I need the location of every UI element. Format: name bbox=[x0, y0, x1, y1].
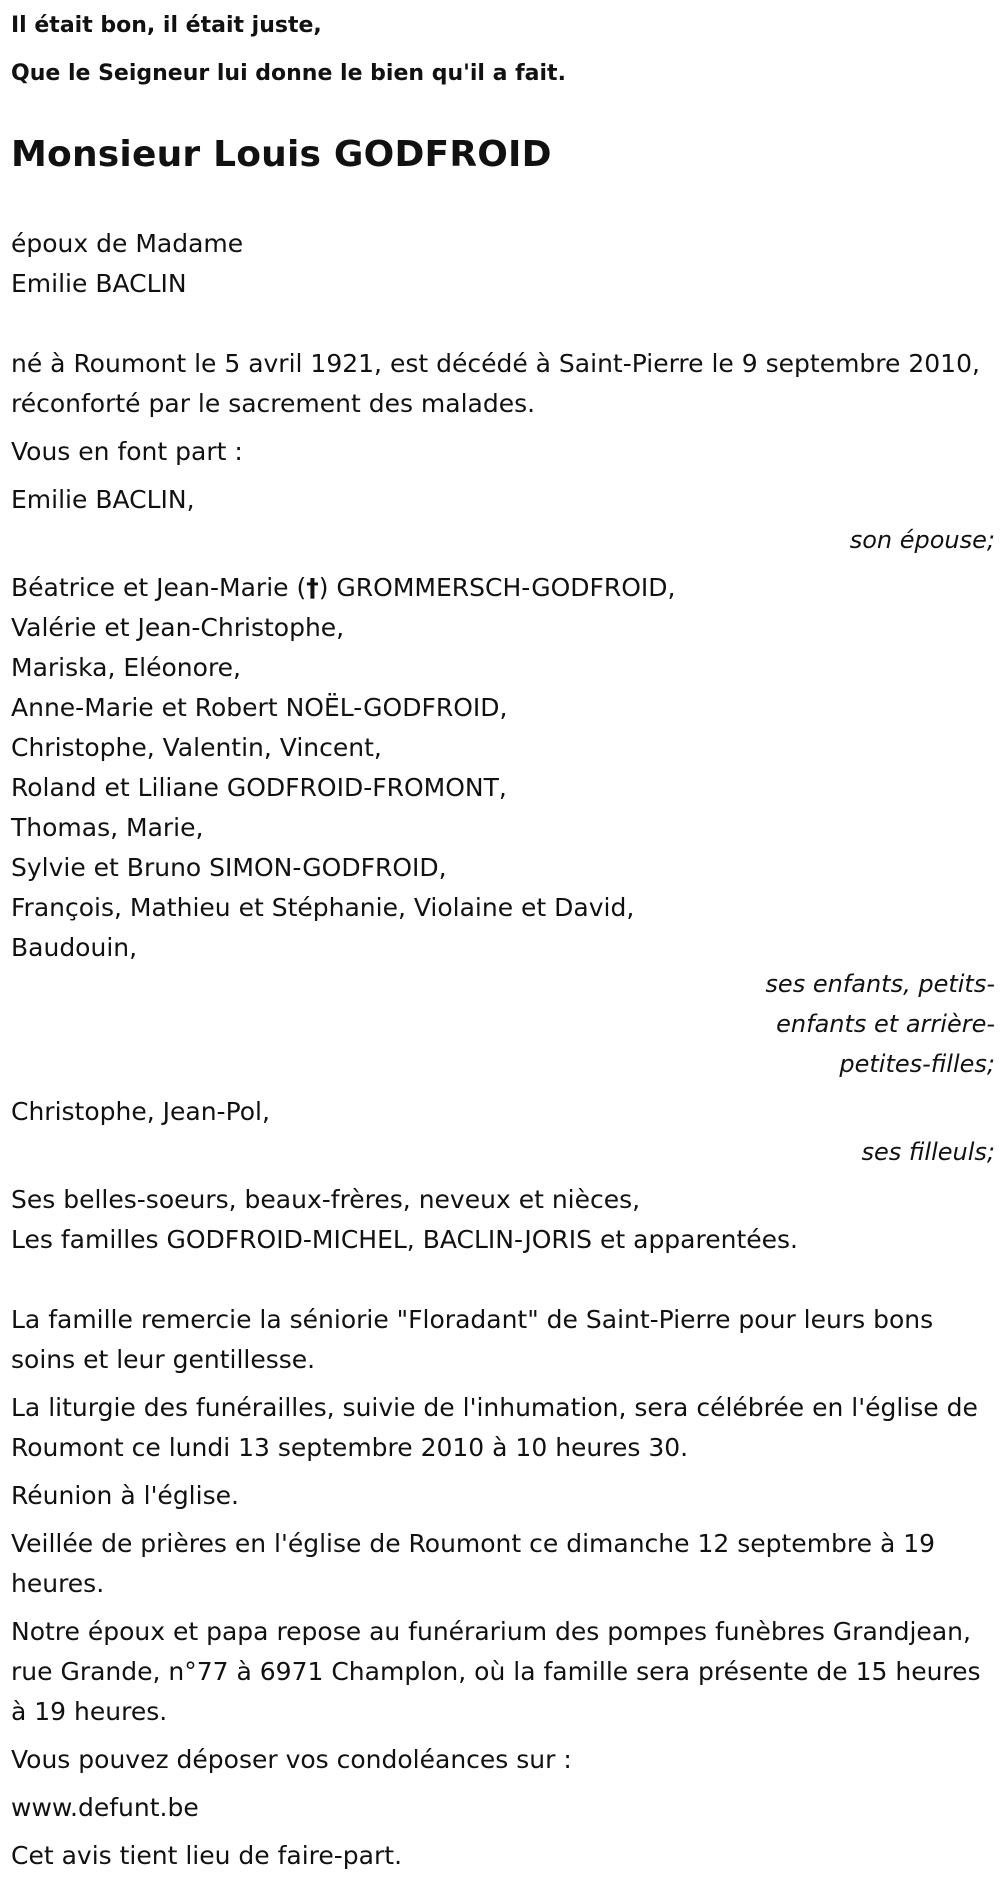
relatives-line-2: Les familles GODFROID-MICHEL, BACLIN-JORIS et apparentées. bbox=[11, 1225, 798, 1254]
notice-paragraph: Cet avis tient lieu de faire-part. bbox=[11, 1841, 403, 1870]
children-role-line: enfants et arrière- bbox=[776, 1010, 995, 1038]
vigil-paragraph: Veillée de prières en l'église de Roumont ce dimanche 12 septembre à 19 heures. bbox=[11, 1529, 936, 1598]
spouse-line-2: Emilie BACLIN bbox=[11, 269, 187, 298]
notice-body bbox=[11, 224, 995, 1884]
children-role-line: ses enfants, petits- bbox=[765, 970, 995, 998]
meeting-paragraph: Réunion à l'église. bbox=[11, 1481, 239, 1510]
family-line: Christophe, Valentin, Vincent, bbox=[11, 733, 382, 762]
family-line: Roland et Liliane GODFROID-FROMONT, bbox=[11, 773, 507, 802]
page-title: Monsieur Louis GODFROID bbox=[11, 134, 552, 175]
family-line bbox=[11, 568, 995, 608]
birth-death-statement: né à Roumont le 5 avril 1921, est décédé à Saint-Pierre le 9 septembre 2010, réconforté par le sacrement des malades. bbox=[11, 349, 980, 418]
children-role-line: petites-filles; bbox=[839, 1050, 995, 1078]
spouse-role: son épouse; bbox=[849, 526, 995, 554]
family-line: Baudouin, bbox=[11, 933, 138, 962]
godsons-names: Christophe, Jean-Pol, bbox=[11, 1097, 270, 1126]
family-line: Thomas, Marie, bbox=[11, 813, 204, 842]
thanks-paragraph: La famille remercie la séniorie "Floradant" de Saint-Pierre pour leurs bons soins et leur gentillesse. bbox=[11, 1305, 934, 1374]
cross-icon: † bbox=[306, 573, 319, 602]
family-line: Valérie et Jean-Christophe, bbox=[11, 613, 345, 642]
liturgy-paragraph: La liturgie des funérailles, suivie de l'inhumation, sera célébrée en l'église de Roumont ce lundi 13 septembre 2010 à 10 heures 30. bbox=[11, 1393, 978, 1462]
family-line: Mariska, Eléonore, bbox=[11, 653, 242, 682]
verse-line-2: Que le Seigneur lui donne le bien qu'il a fait. bbox=[11, 61, 566, 86]
condolences-paragraph: Vous pouvez déposer vos condoléances sur : bbox=[11, 1745, 572, 1774]
godsons-role: ses filleuls; bbox=[861, 1138, 995, 1166]
family-line: Sylvie et Bruno SIMON-GODFROID, bbox=[11, 853, 447, 882]
family-line: François, Mathieu et Stéphanie, Violaine et David, bbox=[11, 893, 635, 922]
family-line-text: ) GROMMERSCH-GODFROID, bbox=[318, 573, 676, 602]
family-line: Anne-Marie et Robert NOËL-GODFROID, bbox=[11, 693, 508, 722]
website-link[interactable]: www.defunt.be bbox=[11, 1793, 199, 1822]
family-line-text: Béatrice et Jean-Marie ( bbox=[11, 573, 307, 602]
relatives-line-1: Ses belles-soeurs, beaux-frères, neveux et nièces, bbox=[11, 1185, 641, 1214]
spouse-name: Emilie BACLIN, bbox=[11, 485, 195, 514]
spouse-line-1: époux de Madame bbox=[11, 229, 244, 258]
children-role bbox=[755, 964, 995, 1084]
notice-details bbox=[11, 1300, 995, 1876]
rest-paragraph: Notre époux et papa repose au funérarium des pompes funèbres Grandjean, rue Grande, n°77 à 6971 Champlon, où la famille sera présente de 15 heures à 19 heures. bbox=[11, 1617, 981, 1726]
announce-line: Vous en font part : bbox=[11, 437, 243, 466]
verse-line-1: Il était bon, il était juste, bbox=[11, 13, 322, 38]
